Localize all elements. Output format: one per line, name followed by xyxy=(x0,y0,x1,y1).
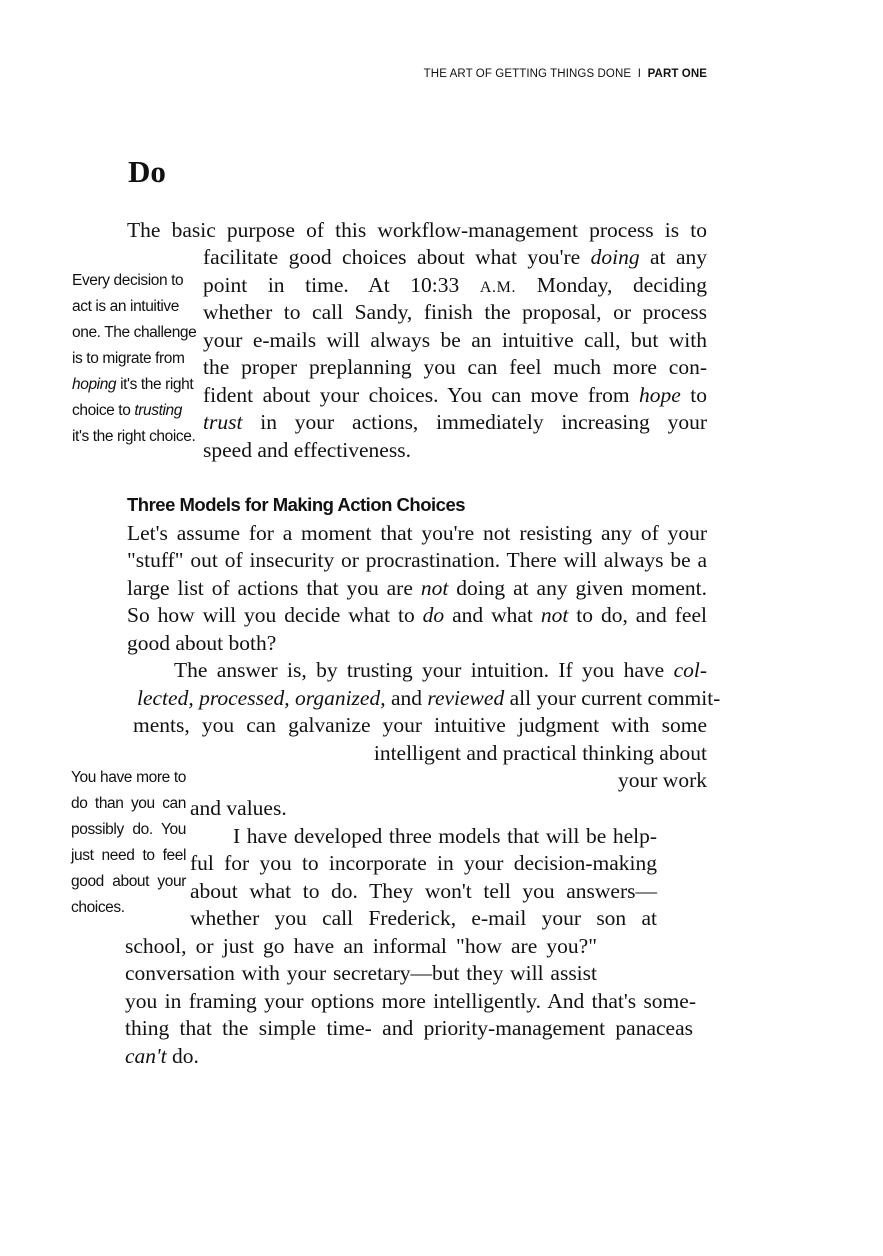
text-line xyxy=(190,878,657,905)
text-segment: good about both? xyxy=(127,631,277,655)
margin-note-line xyxy=(72,320,196,346)
text-line xyxy=(125,1015,693,1042)
text-segment: conversation with your secretary—but they will assist xyxy=(125,961,597,985)
text-segment: act is an intuitive xyxy=(72,298,179,315)
text-segment: and values. xyxy=(190,796,287,820)
text-segment: your work xyxy=(618,768,707,792)
text-segment: in your actions, immediately increasing your xyxy=(242,410,707,434)
text-segment: and what xyxy=(444,603,541,627)
emphasis-text: do xyxy=(422,603,445,627)
text-segment: at any xyxy=(639,245,708,269)
text-segment: school, or just go have an informal "how are you?" xyxy=(125,934,597,958)
margin-note-line xyxy=(71,765,186,791)
text-segment: ful for you to incorporate in your decision-making xyxy=(190,851,657,875)
emphasis-text: lected, processed, organized, xyxy=(137,686,386,710)
text-line xyxy=(190,850,657,877)
text-line xyxy=(125,960,597,987)
text-line xyxy=(174,657,707,684)
margin-note-line xyxy=(72,424,195,450)
text-segment: to do, and feel xyxy=(568,603,707,627)
emphasis-text: trust xyxy=(203,410,243,434)
text-segment: Let's assume for a moment that you're not resisting any of your xyxy=(127,521,707,545)
margin-note-line xyxy=(71,869,186,895)
text-line xyxy=(203,409,707,436)
text-line xyxy=(127,520,707,547)
text-segment: do than you can xyxy=(71,795,186,812)
text-line xyxy=(133,712,707,739)
text-segment: choices. xyxy=(71,899,125,916)
text-segment: is to migrate from xyxy=(72,350,185,367)
text-segment: good about your xyxy=(71,873,186,890)
text-segment: doing at any given moment. xyxy=(448,576,707,600)
emphasis-text: reviewed xyxy=(427,686,505,710)
emphasis-text: hoping xyxy=(72,376,117,393)
emphasis-text: doing xyxy=(590,245,640,269)
text-line xyxy=(203,437,411,464)
text-segment: whether to call Sandy, finish the proposal, or process xyxy=(203,300,707,324)
emphasis-text: col- xyxy=(673,658,707,682)
small-caps-text: A.M. xyxy=(479,279,517,296)
text-segment: all your current commit- xyxy=(504,686,721,710)
text-line xyxy=(203,354,707,381)
text-line xyxy=(125,988,696,1015)
emphasis-text: can't xyxy=(125,1044,167,1068)
text-line xyxy=(127,547,707,574)
text-segment: You have more to xyxy=(71,769,186,786)
text-segment: fident about your choices. You can move from xyxy=(203,383,640,407)
text-segment: Monday, deciding xyxy=(516,273,708,297)
text-segment: So how will you decide what to xyxy=(127,603,423,627)
text-segment: to xyxy=(680,383,707,407)
text-line xyxy=(203,327,707,354)
text-segment: do. xyxy=(166,1044,199,1068)
margin-note-line xyxy=(72,268,183,294)
text-segment: possibly do. You xyxy=(71,821,186,838)
running-header-separator: I xyxy=(637,68,642,80)
text-line xyxy=(203,382,707,409)
text-segment: and xyxy=(385,686,428,710)
subsection-heading: Three Models for Making Action Choices xyxy=(127,494,466,515)
text-segment: your e-mails will always be an intuitive call, but with xyxy=(203,328,707,352)
margin-note-line xyxy=(71,843,186,869)
text-segment: Every decision to xyxy=(72,272,184,289)
text-segment: The answer is, by trusting your intuition. If you have xyxy=(174,658,674,682)
text-line xyxy=(233,823,657,850)
text-segment: large list of actions that you are xyxy=(127,576,421,600)
text-line xyxy=(203,244,707,271)
text-line xyxy=(190,905,657,932)
margin-note-line xyxy=(71,817,186,843)
text-segment: about what to do. They won't tell you answers— xyxy=(190,879,657,903)
margin-note-line xyxy=(72,398,182,424)
text-line xyxy=(127,217,707,244)
text-line xyxy=(500,767,707,794)
text-segment: intelligent and practical thinking about xyxy=(373,741,707,765)
section-title: Do xyxy=(128,154,166,189)
text-line xyxy=(127,602,707,629)
emphasis-text: hope xyxy=(639,383,681,407)
text-segment: just need to feel xyxy=(71,847,186,864)
text-line xyxy=(203,299,707,326)
text-line xyxy=(203,272,707,299)
text-segment: whether you call Frederick, e-mail your son at xyxy=(190,906,657,930)
margin-note-line xyxy=(72,372,193,398)
text-segment: "stuff" out of insecurity or procrastination. There will always be a xyxy=(127,548,707,572)
text-segment: choice to xyxy=(72,402,135,419)
text-segment: facilitate good choices about what you're xyxy=(203,245,591,269)
text-segment: thing that the simple time- and priority-management panaceas xyxy=(125,1016,693,1040)
margin-note-line xyxy=(72,346,185,372)
margin-note-line xyxy=(71,895,125,921)
text-line xyxy=(125,933,597,960)
margin-note-line xyxy=(72,294,179,320)
text-line xyxy=(127,630,276,657)
text-segment: it's the right choice. xyxy=(72,428,196,445)
text-segment: the proper preplanning you can feel much more con- xyxy=(203,355,707,379)
running-header xyxy=(424,68,707,80)
running-header-book-title: THE ART OF GETTING THINGS DONE xyxy=(423,68,632,80)
text-line xyxy=(127,575,707,602)
text-line xyxy=(300,740,707,767)
text-segment: speed and effectiveness. xyxy=(203,438,411,462)
text-segment: I have developed three models that will be help- xyxy=(233,824,657,848)
text-line xyxy=(125,1043,199,1070)
emphasis-text: trusting xyxy=(134,402,182,419)
margin-note-line xyxy=(71,791,186,817)
text-segment: it's the right xyxy=(116,376,194,393)
running-header-part: PART ONE xyxy=(647,68,707,80)
text-segment: you in framing your options more intelligently. And that's some- xyxy=(125,989,696,1013)
text-segment: The basic purpose of this workflow-management process is to xyxy=(127,218,707,242)
emphasis-text: not xyxy=(540,603,569,627)
text-line xyxy=(190,795,287,822)
text-segment: one. The challenge xyxy=(72,324,197,341)
text-segment: point in time. At 10:33 xyxy=(203,273,480,297)
emphasis-text: not xyxy=(420,576,449,600)
text-line xyxy=(137,685,721,712)
text-segment: ments, you can galvanize your intuitive judgment with some xyxy=(133,713,707,737)
